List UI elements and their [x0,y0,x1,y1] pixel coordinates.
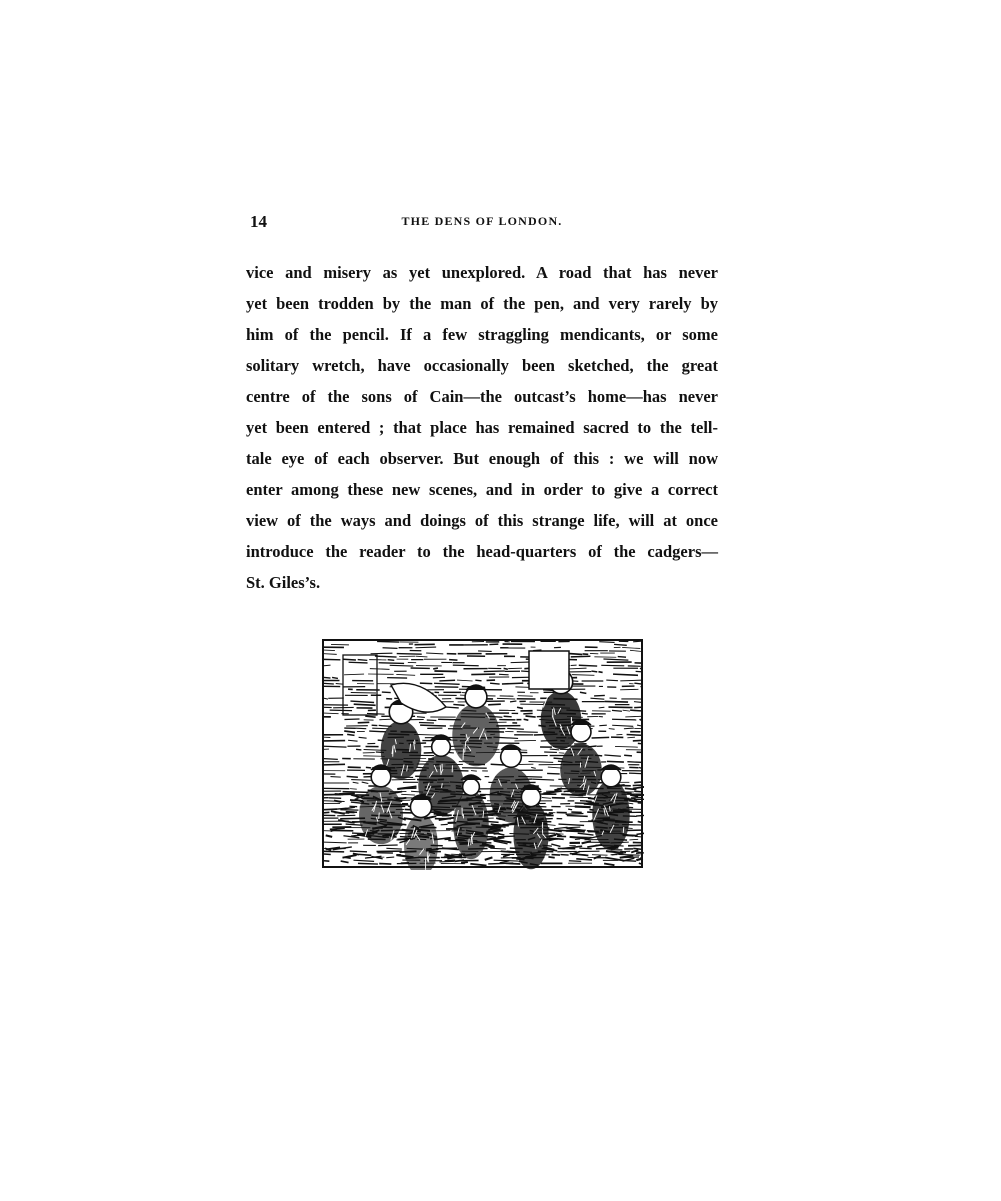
text-line: yet been trodden by the man of the pen, and very rarely by [246,294,718,313]
text-line: him of the pencil. If a few straggling mendicants, or some [246,325,718,344]
text-line: centre of the sons of Cain—the outcast’s home—has never [246,387,718,406]
page-number: 14 [250,212,267,231]
text-line: enter among these new scenes, and in order to give a correct [246,480,718,499]
engraving-crowd-scene-icon [321,637,644,870]
body-paragraph [246,257,718,598]
text-line: view of the ways and doings of this strange life, will at once [246,511,718,530]
running-head [246,212,718,236]
text-line: St. Giles’s. [246,573,321,592]
text-line: vice and misery as yet unexplored. A road that has never [246,263,718,282]
text-line: solitary wretch, have occasionally been sketched, the great [246,356,718,375]
text-line: introduce the reader to the head-quarters of the cadgers— [246,542,718,561]
engraving-svg [321,637,644,870]
text-line: tale eye of each observer. But enough of this : we will now [246,449,718,468]
running-title: THE DENS OF LONDON. [401,214,563,228]
text-line: yet been entered ; that place has remained sacred to the tell- [246,418,718,437]
